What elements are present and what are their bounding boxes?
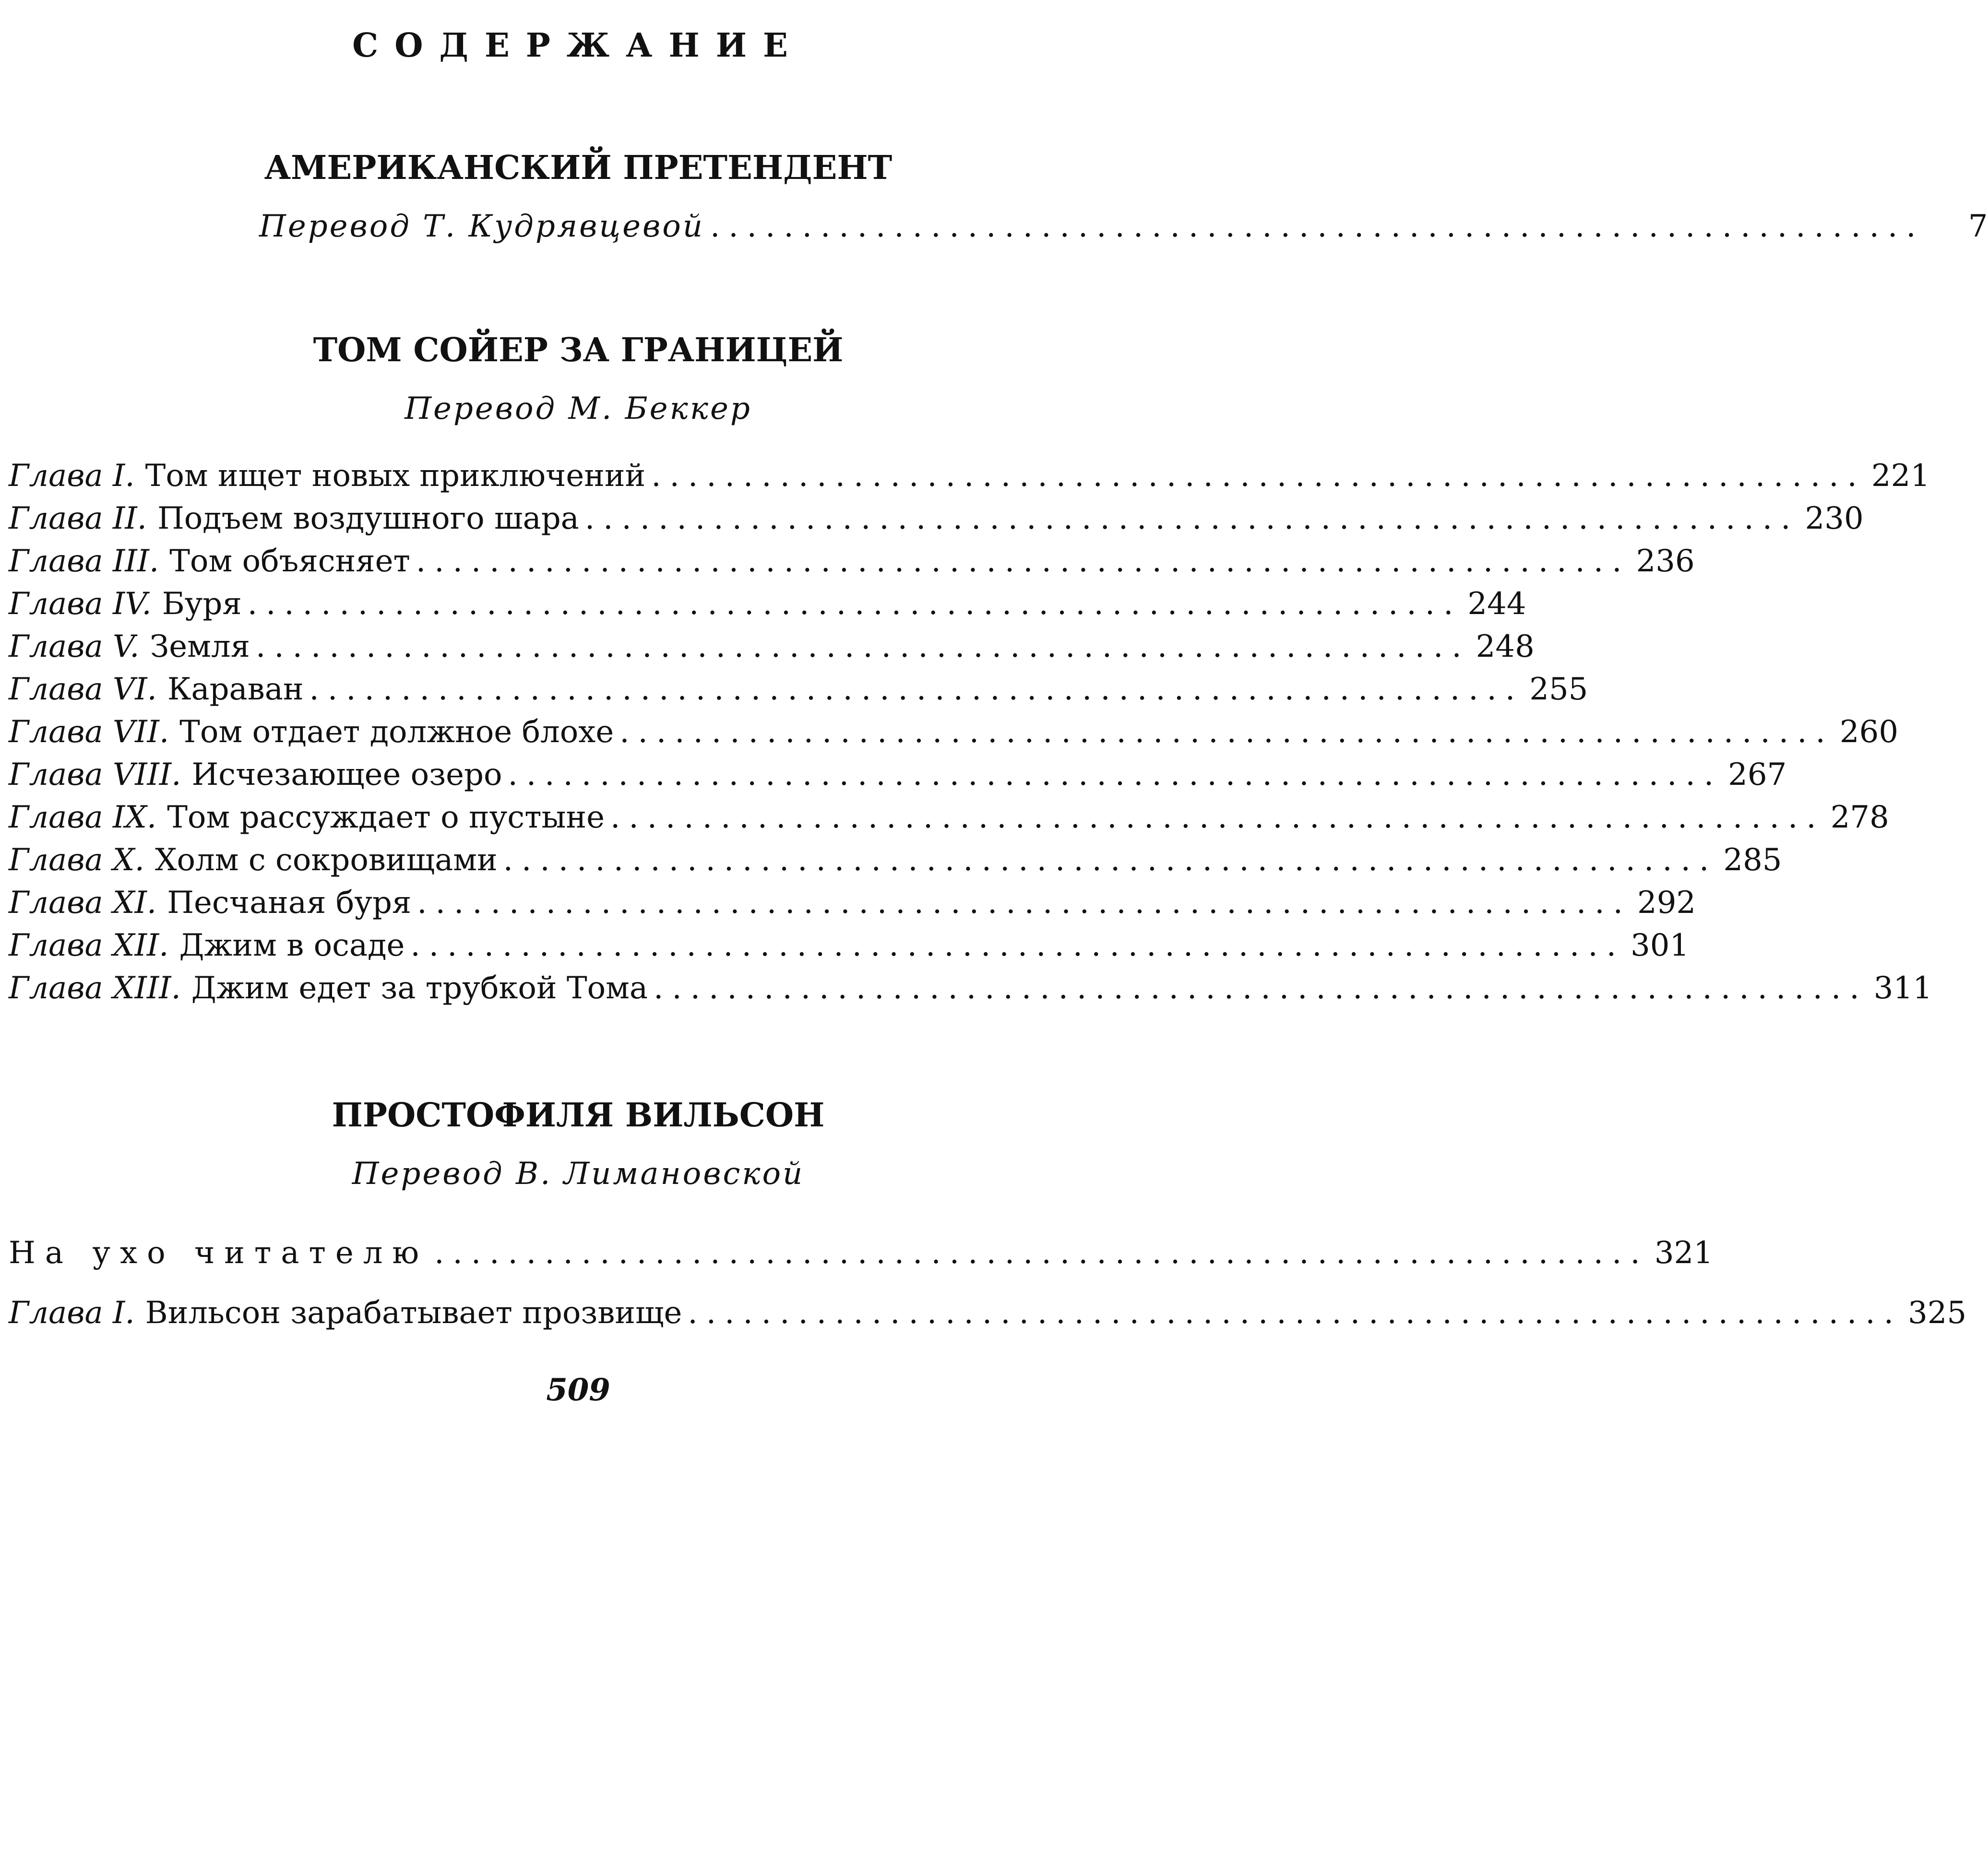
dot-leader: .................................................................. xyxy=(410,928,1625,963)
chapter-label: Глава VII. xyxy=(9,714,169,750)
page-number-ref: 7 xyxy=(1968,209,1988,244)
page-number-ref: 311 xyxy=(1873,970,1932,1006)
chapter-label: Глава II. xyxy=(9,501,147,536)
toc-entry[interactable] xyxy=(9,842,1782,883)
chapter-label: Глава IV. xyxy=(9,586,152,622)
section-title-american-claimant: АМЕРИКАНСКИЙ ПРЕТЕНДЕНТ xyxy=(264,149,893,187)
page-number-ref: 255 xyxy=(1529,672,1588,707)
chapter-title: Караван xyxy=(167,672,304,707)
chapter-label: Глава V. xyxy=(9,629,140,664)
page-number-ref: 267 xyxy=(1728,757,1787,793)
toc-entry[interactable] xyxy=(9,1235,1713,1276)
dot-leader: .................................................................. xyxy=(508,757,1723,793)
dot-leader: .................................................................. xyxy=(619,714,1834,750)
chapter-label: Глава I. xyxy=(9,1295,135,1331)
toc-entry[interactable] xyxy=(9,885,1696,925)
dot-leader: .................................................................. xyxy=(651,458,1866,494)
contents-heading: СОДЕРЖАНИЕ xyxy=(352,26,804,65)
chapter-label: Глава X. xyxy=(9,842,144,878)
chapter-label: Глава VIII. xyxy=(9,757,181,793)
page-number-ref: 325 xyxy=(1908,1295,1967,1331)
page-number-ref: 278 xyxy=(1830,800,1889,835)
dot-leader: .................................................................. xyxy=(416,544,1631,579)
page-number-ref: 221 xyxy=(1871,458,1930,494)
dot-leader: .................................................................. xyxy=(255,629,1470,664)
translator-credit: Перевод Т. Кудрявцевой xyxy=(259,209,704,244)
toc-entry[interactable] xyxy=(9,672,1588,712)
chapter-title: Том рассуждает о пустыне xyxy=(167,800,605,835)
toc-entry[interactable] xyxy=(9,458,1930,498)
toc-entry[interactable] xyxy=(9,501,1864,541)
page-number-ref: 236 xyxy=(1636,544,1695,579)
chapter-label: Глава XIII. xyxy=(9,970,181,1006)
toc-entry[interactable] xyxy=(9,544,1695,584)
chapter-title: Джим едет за трубкой Тома xyxy=(191,970,648,1006)
chapter-title: Холм с сокровищами xyxy=(155,842,498,878)
section-title-tom-sawyer-abroad: ТОМ СОЙЕР ЗА ГРАНИЦЕЙ xyxy=(313,331,844,369)
toc-entry-american-claimant[interactable] xyxy=(259,209,1988,249)
translator-credit: Перевод В. Лимановской xyxy=(352,1156,805,1192)
chapter-title: Вильсон зарабатывает прозвище xyxy=(145,1295,682,1331)
chapter-label: Глава XI. xyxy=(9,885,157,921)
chapter-title: Том отдает должное блохе xyxy=(179,714,614,750)
toc-entry[interactable] xyxy=(9,629,1535,669)
dot-leader: .................................................................. xyxy=(584,501,1799,536)
dot-leader: .................................................................. xyxy=(417,885,1631,921)
dot-leader: .................................................................. xyxy=(710,209,1925,244)
entry-title: На ухо читателю xyxy=(9,1235,429,1271)
page-number-ref: 248 xyxy=(1476,629,1535,664)
chapter-title: Джим в осаде xyxy=(179,928,405,963)
translator-credit: Перевод М. Беккер xyxy=(405,391,752,426)
dot-leader: .................................................................. xyxy=(610,800,1825,835)
toc-entry[interactable] xyxy=(9,586,1526,627)
dot-leader: .................................................................. xyxy=(247,586,1462,622)
chapter-title: Земля xyxy=(150,629,250,664)
dot-leader: .................................................................. xyxy=(688,1295,1903,1331)
dot-leader: .................................................................. xyxy=(309,672,1524,707)
page-number-ref: 244 xyxy=(1467,586,1526,622)
chapter-title: Буря xyxy=(162,586,242,622)
dot-leader: .................................................................. xyxy=(503,842,1718,878)
chapter-label: Глава III. xyxy=(9,544,159,579)
chapter-label: Глава VI. xyxy=(9,672,157,707)
toc-entry[interactable] xyxy=(9,800,1889,840)
chapter-label: Глава IX. xyxy=(9,800,157,835)
page-number-ref: 321 xyxy=(1654,1235,1713,1271)
toc-entry[interactable] xyxy=(9,714,1899,755)
dot-leader: .................................................................. xyxy=(654,970,1868,1006)
chapter-title: Том объясняет xyxy=(169,544,410,579)
chapter-title: Песчаная буря xyxy=(167,885,412,921)
page-number: 509 xyxy=(546,1372,610,1408)
page-number-ref: 230 xyxy=(1805,501,1864,536)
toc-entry[interactable] xyxy=(9,757,1787,797)
toc-entry[interactable] xyxy=(9,1295,1967,1336)
chapter-title: Подъем воздушного шара xyxy=(157,501,579,536)
page-number-ref: 301 xyxy=(1631,928,1690,963)
page-number-ref: 285 xyxy=(1723,842,1782,878)
toc-entry[interactable] xyxy=(9,970,1932,1011)
chapter-title: Том ищет новых приключений xyxy=(145,458,646,494)
page-number-ref: 292 xyxy=(1637,885,1696,921)
section-title-puddnhead-wilson: ПРОСТОФИЛЯ ВИЛЬСОН xyxy=(332,1096,825,1135)
page-number-ref: 260 xyxy=(1839,714,1899,750)
chapter-title: Исчезающее озеро xyxy=(191,757,502,793)
dot-leader: .................................................................. xyxy=(434,1235,1649,1271)
chapter-label: Глава XII. xyxy=(9,928,169,963)
chapter-label: Глава I. xyxy=(9,458,135,494)
toc-entry[interactable] xyxy=(9,928,1690,968)
